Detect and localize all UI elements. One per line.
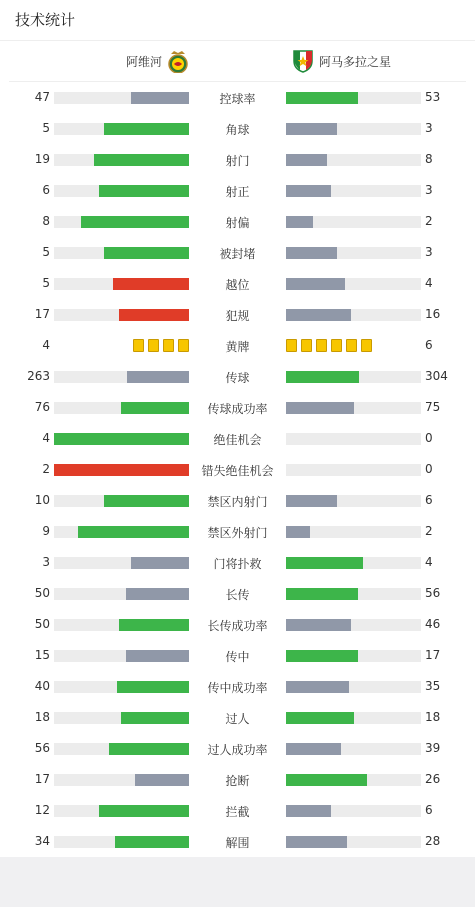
away-value: 35 (425, 679, 441, 693)
home-bar-fill (119, 619, 189, 631)
away-bar-track (286, 743, 421, 755)
away-value: 0 (425, 462, 433, 476)
home-value: 47 (34, 90, 50, 104)
stat-label: 过人 (225, 712, 250, 726)
stat-row (0, 609, 475, 640)
away-value: 6 (425, 493, 433, 507)
away-value: 46 (425, 617, 441, 631)
home-bar-fill (109, 743, 189, 755)
stat-row (0, 454, 475, 485)
away-bar-track (286, 278, 421, 290)
stats-list (0, 82, 475, 857)
stat-label: 被封堵 (219, 247, 256, 261)
home-bar-fill (104, 495, 189, 507)
home-bar-fill (104, 123, 189, 135)
away-bar-track (286, 588, 421, 600)
away-bar-track (286, 650, 421, 662)
away-bar-track (286, 216, 421, 228)
away-bar-track (286, 495, 421, 507)
away-bar-fill (286, 774, 367, 786)
away-value: 17 (425, 648, 441, 662)
stat-label: 角球 (225, 123, 250, 137)
away-value: 4 (425, 555, 433, 569)
away-bar-track (286, 619, 421, 631)
away-bar-track (286, 836, 421, 848)
away-bar-fill (286, 495, 337, 507)
home-bar-fill (54, 433, 189, 445)
away-value: 2 (425, 524, 433, 538)
home-bar-fill (81, 216, 189, 228)
home-bar-fill (115, 836, 189, 848)
stat-label: 禁区外射门 (207, 526, 268, 540)
away-bar-track (286, 557, 421, 569)
stat-label: 长传成功率 (207, 619, 268, 633)
away-bar-fill (286, 309, 351, 321)
home-bar-fill (99, 185, 189, 197)
away-bar-track (286, 681, 421, 693)
home-bar-track (54, 712, 189, 724)
home-bar-track (54, 92, 189, 104)
home-bar-fill (54, 464, 189, 476)
home-bar-track (54, 805, 189, 817)
home-bar-fill (126, 650, 189, 662)
stat-label: 长传 (225, 588, 250, 602)
home-value: 50 (34, 617, 50, 631)
home-value: 76 (34, 400, 50, 414)
teams-header (9, 41, 466, 82)
away-bar-fill (286, 216, 313, 228)
away-bar-fill (286, 371, 359, 383)
home-bar-track (54, 371, 189, 383)
stat-label: 传球 (225, 371, 250, 385)
away-bar-fill (286, 712, 354, 724)
home-value: 8 (42, 214, 50, 228)
away-bar-fill (286, 619, 351, 631)
stat-row (0, 578, 475, 609)
stat-row (0, 795, 475, 826)
yellow-card-icon (178, 339, 189, 352)
home-bar-fill (127, 371, 189, 383)
home-value: 56 (34, 741, 50, 755)
home-value: 3 (42, 555, 50, 569)
home-bar-track (54, 464, 189, 476)
yellow-card-icon (346, 339, 357, 352)
stat-row (0, 330, 475, 361)
away-value: 6 (425, 803, 433, 817)
away-bar-fill (286, 557, 363, 569)
away-bar-track (286, 433, 421, 445)
home-bar-track (54, 402, 189, 414)
stat-row (0, 485, 475, 516)
home-bar-fill (117, 681, 189, 693)
away-yellow-cards (286, 339, 374, 352)
away-bar-track (286, 402, 421, 414)
home-value: 12 (34, 803, 50, 817)
home-yellow-cards (131, 339, 189, 352)
stat-row (0, 175, 475, 206)
stat-row (0, 82, 475, 113)
stat-label: 过人成功率 (207, 743, 268, 757)
away-value: 28 (425, 834, 441, 848)
home-bar-fill (99, 805, 189, 817)
yellow-card-icon (286, 339, 297, 352)
home-bar-track (54, 681, 189, 693)
away-value: 3 (425, 183, 433, 197)
stat-row (0, 640, 475, 671)
away-bar-fill (286, 805, 331, 817)
away-bar-fill (286, 278, 345, 290)
away-bar-fill (286, 743, 341, 755)
home-value: 40 (34, 679, 50, 693)
stat-row (0, 423, 475, 454)
home-team[interactable] (126, 49, 189, 73)
away-value: 8 (425, 152, 433, 166)
stat-row (0, 144, 475, 175)
away-value: 2 (425, 214, 433, 228)
home-bar-fill (78, 526, 189, 538)
away-value: 16 (425, 307, 441, 321)
stat-label: 拦截 (225, 805, 250, 819)
home-bar-track (54, 123, 189, 135)
away-bar-track (286, 247, 421, 259)
home-value: 18 (34, 710, 50, 724)
home-bar-fill (119, 309, 189, 321)
home-bar-fill (104, 247, 189, 259)
yellow-card-icon (133, 339, 144, 352)
home-value: 10 (34, 493, 50, 507)
home-bar-fill (126, 588, 189, 600)
away-bar-track (286, 712, 421, 724)
home-bar-track (54, 743, 189, 755)
stat-label: 射门 (225, 154, 250, 168)
home-bar-track (54, 495, 189, 507)
home-bar-fill (131, 92, 189, 104)
away-value: 56 (425, 586, 441, 600)
home-bar-track (54, 836, 189, 848)
away-bar-track (286, 154, 421, 166)
home-bar-track (54, 216, 189, 228)
away-bar-fill (286, 588, 358, 600)
home-bar-track (54, 619, 189, 631)
away-value: 4 (425, 276, 433, 290)
stat-label: 绝佳机会 (213, 433, 262, 447)
stat-label: 犯规 (225, 309, 250, 323)
stat-label: 错失绝佳机会 (201, 464, 274, 478)
home-value: 5 (42, 245, 50, 259)
away-bar-fill (286, 92, 358, 104)
home-value: 9 (42, 524, 50, 538)
home-bar-track (54, 774, 189, 786)
home-value: 4 (42, 338, 50, 352)
home-value: 5 (42, 276, 50, 290)
home-bar-fill (121, 712, 189, 724)
away-value: 6 (425, 338, 433, 352)
home-value: 15 (34, 648, 50, 662)
estrela-amadora-crest-icon (292, 49, 314, 73)
away-bar-fill (286, 247, 337, 259)
home-value: 4 (42, 431, 50, 445)
home-value: 6 (42, 183, 50, 197)
home-bar-track (54, 433, 189, 445)
stat-label: 门将扑救 (213, 557, 262, 571)
away-bar-track (286, 371, 421, 383)
stat-row (0, 826, 475, 857)
away-bar-track (286, 309, 421, 321)
home-bar-track (54, 278, 189, 290)
away-value: 53 (425, 90, 441, 104)
stat-label: 射偏 (225, 216, 250, 230)
away-bar-fill (286, 650, 358, 662)
stat-row (0, 764, 475, 795)
away-bar-fill (286, 526, 310, 538)
home-bar-track (54, 247, 189, 259)
yellow-card-icon (301, 339, 312, 352)
yellow-card-icon (148, 339, 159, 352)
home-bar-fill (135, 774, 189, 786)
home-value: 263 (27, 369, 50, 383)
stat-label: 黄牌 (225, 340, 250, 354)
yellow-card-icon (361, 339, 372, 352)
away-team[interactable] (292, 49, 391, 73)
away-bar-track (286, 185, 421, 197)
stat-row (0, 733, 475, 764)
home-bar-track (54, 557, 189, 569)
away-bar-track (286, 464, 421, 476)
home-bar-fill (121, 402, 189, 414)
home-value: 34 (34, 834, 50, 848)
home-bar-track (54, 650, 189, 662)
stat-row (0, 299, 475, 330)
away-bar-track (286, 805, 421, 817)
yellow-card-icon (163, 339, 174, 352)
stat-label: 解围 (225, 836, 250, 850)
away-bar-track (286, 526, 421, 538)
home-value: 19 (34, 152, 50, 166)
home-bar-fill (94, 154, 189, 166)
away-value: 304 (425, 369, 448, 383)
stat-label: 传球成功率 (207, 402, 268, 416)
yellow-card-icon (316, 339, 327, 352)
away-bar-fill (286, 185, 331, 197)
home-value: 17 (34, 307, 50, 321)
away-team-name: 阿马多拉之星 (319, 54, 392, 69)
stat-row (0, 113, 475, 144)
stat-label: 射正 (225, 185, 250, 199)
stat-row (0, 702, 475, 733)
stat-label: 传中成功率 (207, 681, 268, 695)
away-value: 75 (425, 400, 441, 414)
away-value: 39 (425, 741, 441, 755)
page-title: 技术统计 (0, 0, 475, 41)
stat-label: 抢断 (225, 774, 250, 788)
stat-label: 禁区内射门 (207, 495, 268, 509)
away-value: 3 (425, 245, 433, 259)
rio-ave-crest-icon (167, 49, 189, 73)
stat-row (0, 547, 475, 578)
away-bar-track (286, 774, 421, 786)
home-value: 17 (34, 772, 50, 786)
away-value: 3 (425, 121, 433, 135)
stat-row (0, 516, 475, 547)
away-value: 0 (425, 431, 433, 445)
home-value: 50 (34, 586, 50, 600)
home-value: 2 (42, 462, 50, 476)
away-value: 26 (425, 772, 441, 786)
home-bar-track (54, 309, 189, 321)
stat-label: 越位 (225, 278, 250, 292)
yellow-card-icon (331, 339, 342, 352)
stat-row (0, 268, 475, 299)
away-bar-track (286, 123, 421, 135)
stat-row (0, 237, 475, 268)
away-bar-fill (286, 123, 337, 135)
stat-row (0, 361, 475, 392)
stat-label: 传中 (225, 650, 250, 664)
stat-row (0, 206, 475, 237)
away-bar-track (286, 92, 421, 104)
home-bar-track (54, 154, 189, 166)
away-bar-fill (286, 402, 354, 414)
home-bar-track (54, 185, 189, 197)
home-bar-fill (131, 557, 189, 569)
away-bar-fill (286, 836, 347, 848)
home-team-name: 阿维河 (125, 54, 162, 69)
home-bar-track (54, 588, 189, 600)
stat-row (0, 671, 475, 702)
away-bar-fill (286, 154, 327, 166)
away-value: 18 (425, 710, 441, 724)
home-value: 5 (42, 121, 50, 135)
stat-label: 控球率 (219, 92, 256, 106)
home-bar-fill (113, 278, 189, 290)
away-bar-fill (286, 681, 349, 693)
home-bar-track (54, 526, 189, 538)
stat-row (0, 392, 475, 423)
